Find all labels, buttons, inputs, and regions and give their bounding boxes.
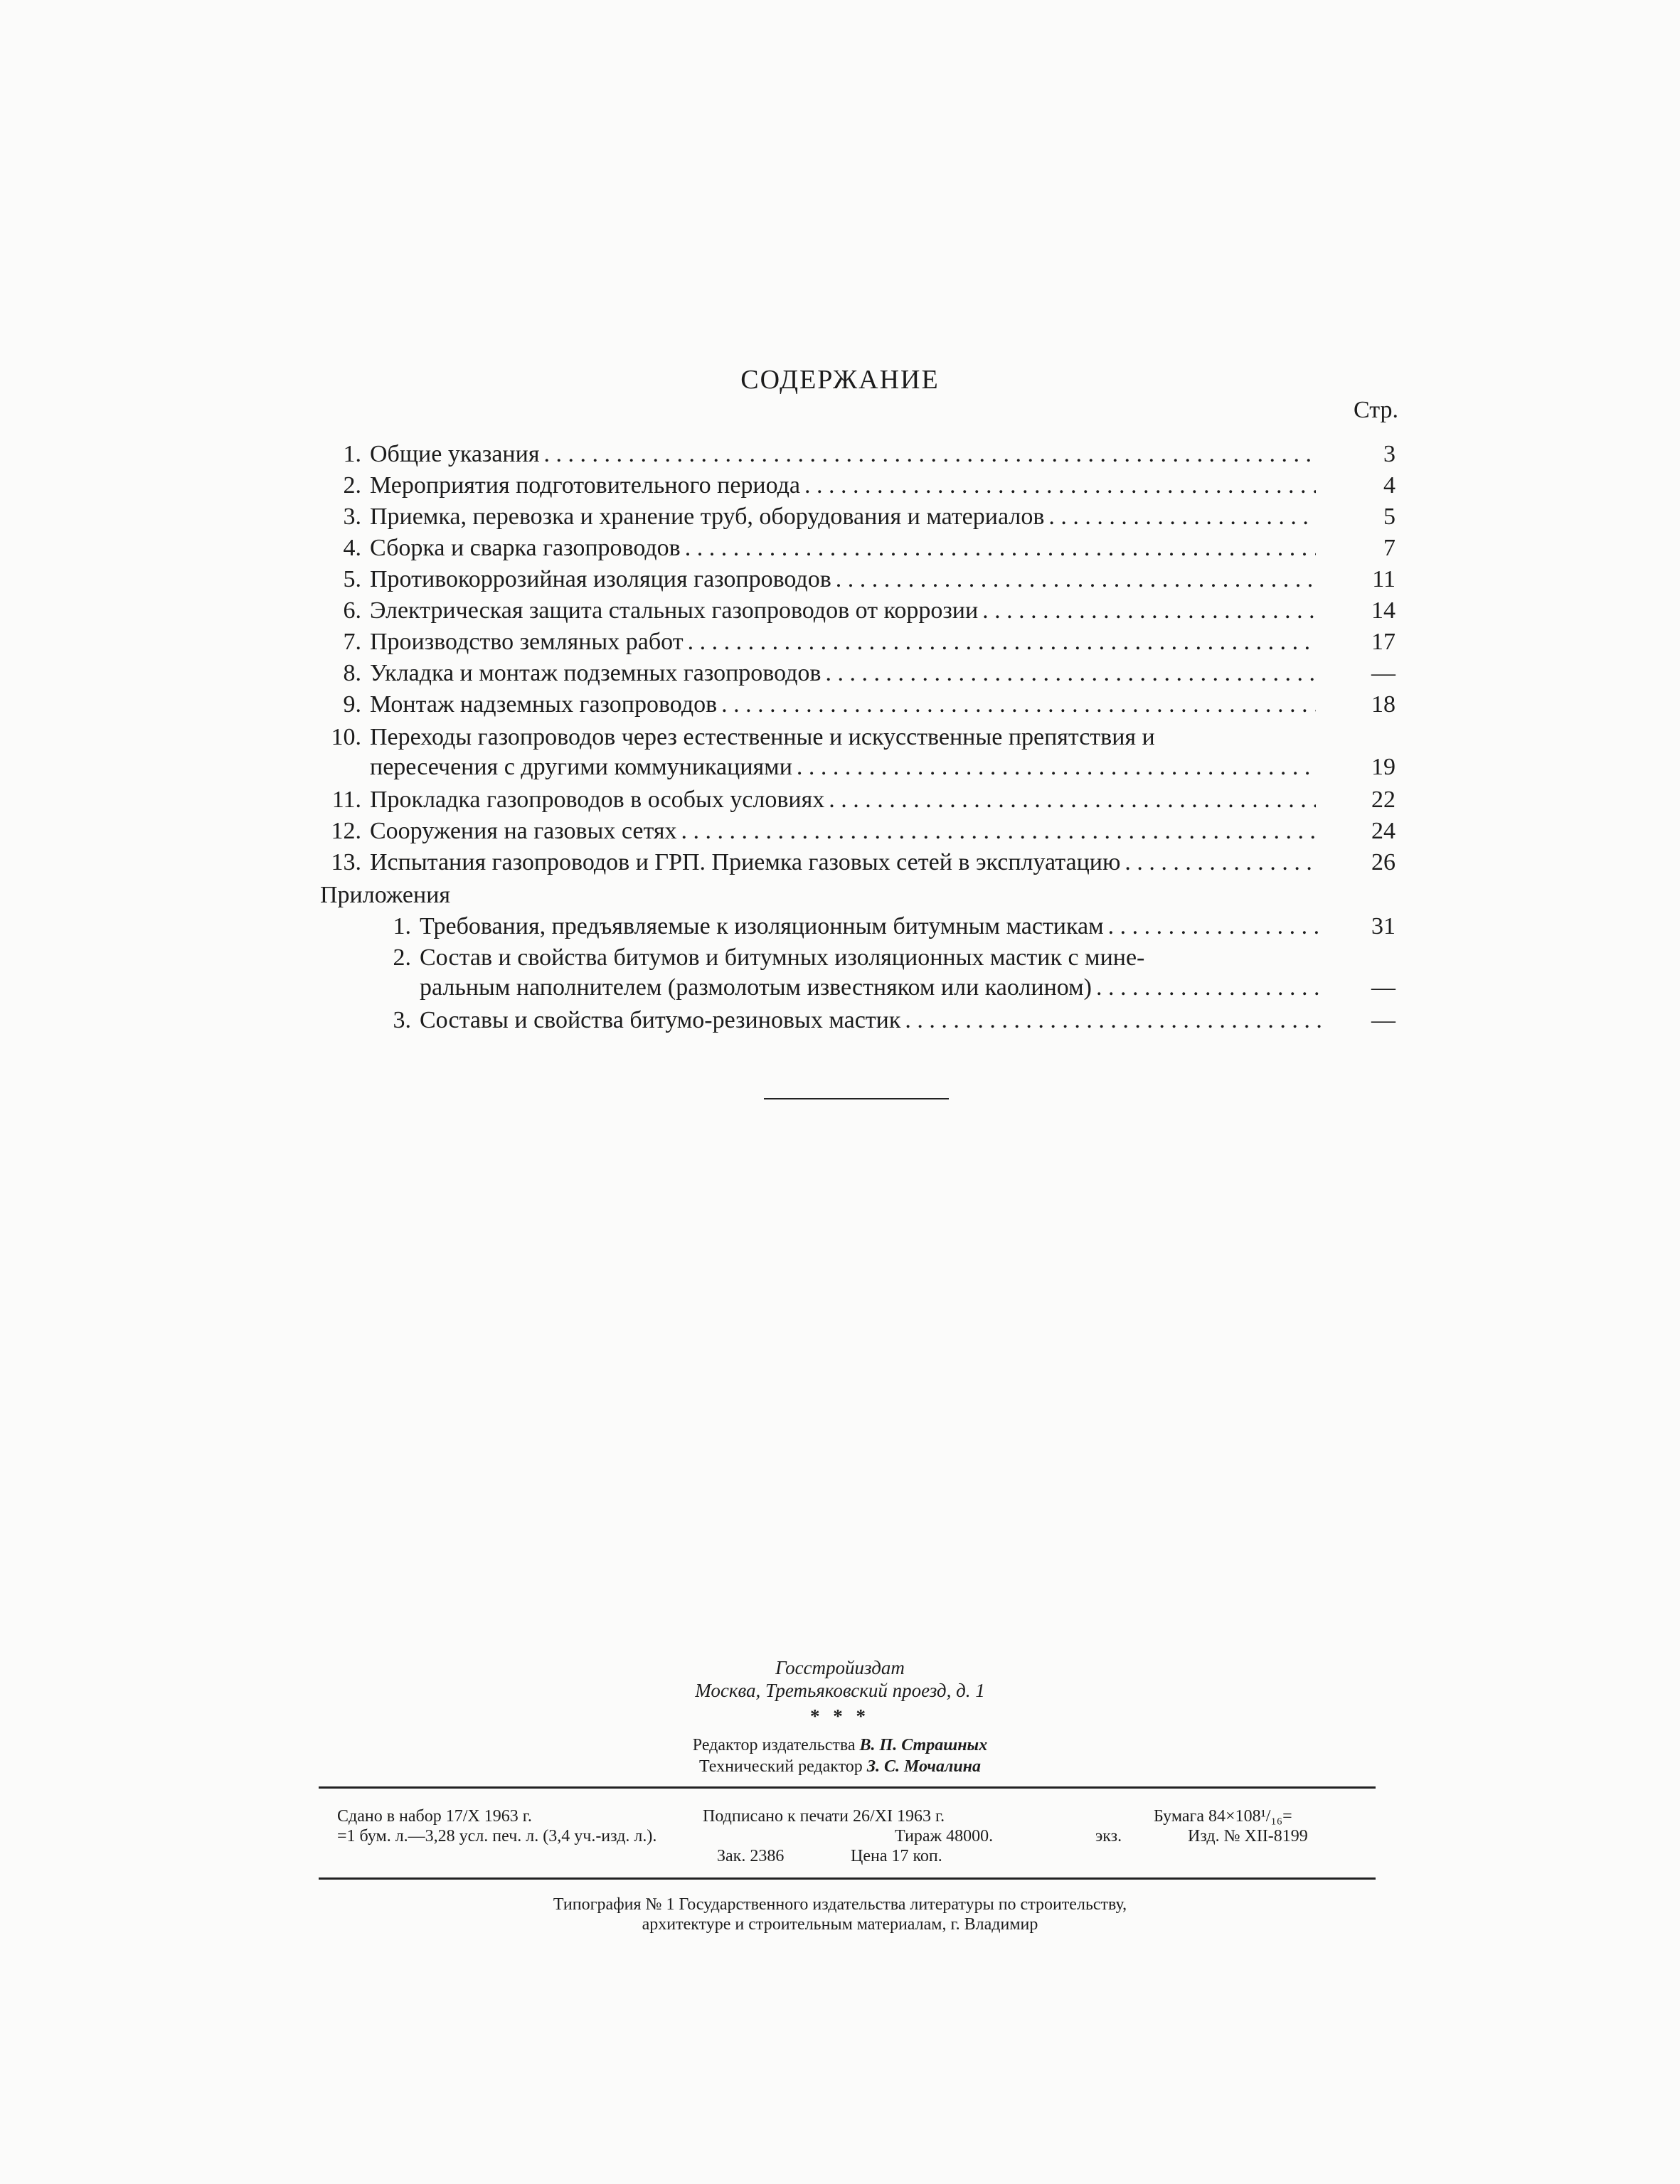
imprint-rule-top [319, 1786, 1376, 1789]
leader-dots [792, 752, 1316, 782]
toc-entry-title-line-2: пересечения с другими коммуникациями [370, 754, 792, 780]
toc-entry-number: 1. [343, 441, 361, 467]
leader-dots [684, 627, 1316, 657]
toc-entry-title: Производство земляных работ [370, 629, 684, 655]
toc-entry-title: Общие указания [370, 441, 540, 467]
tech-editor-credit [0, 1757, 1680, 1777]
imprint-rule-bottom [319, 1877, 1376, 1880]
appendix-page: — [1371, 974, 1395, 1001]
toc-entry-number: 8. [343, 660, 361, 686]
toc-entry-title: Сооружения на газовых сетях [370, 818, 677, 844]
toc-entry-number: 3. [343, 504, 361, 530]
toc-entry-page: 5 [1383, 504, 1395, 530]
appendix-page: 31 [1371, 913, 1395, 939]
toc-entry-title: Электрическая защита стальных газопроводов от коррозии [370, 597, 979, 624]
publication-number: Изд. № XII-8199 [1188, 1827, 1308, 1845]
toc-entry-title-line-1: Переходы газопроводов через естественные и искусственные препятствия и [370, 724, 1155, 750]
toc-entry-title: Приемка, перевозка и хранение труб, оборудования и материалов [370, 504, 1045, 530]
toc-entry-page: 26 [1371, 849, 1395, 875]
toc-entry-number: 6. [343, 597, 361, 624]
toc-entry-number: 10. [331, 724, 361, 750]
toc-entry-page: 11 [1372, 566, 1395, 592]
printer-line-1: Типография № 1 Государственного издательства литературы по строительству, [553, 1895, 1127, 1914]
sheet-volume: =1 бум. л.—3,28 усл. печ. л. (3,4 уч.-изд. л.). [337, 1827, 657, 1845]
toc-entry-number: 5. [343, 566, 361, 592]
toc-entry-page: 24 [1371, 818, 1395, 844]
toc-entry-page: 18 [1371, 691, 1395, 718]
leader-dots [900, 1006, 1323, 1035]
toc-entry-page: 4 [1383, 472, 1395, 499]
leader-dots [821, 659, 1316, 688]
leader-dots [831, 565, 1316, 595]
leader-dots [1104, 912, 1323, 942]
toc-entry-number: 4. [343, 535, 361, 561]
leader-dots [978, 596, 1316, 626]
toc-entry-page: 22 [1371, 787, 1395, 813]
appendices-heading: Приложения [320, 882, 451, 908]
toc-entry-title: Прокладка газопроводов в особых условиях [370, 787, 825, 813]
toc-entry-title: Испытания газопроводов и ГРП. Приемка газовых сетей в эксплуатацию [370, 849, 1121, 875]
set-date: Сдано в набор 17/X 1963 г. [337, 1807, 532, 1826]
toc-title: СОДЕРЖАНИЕ [740, 365, 940, 395]
toc-entry-page: 17 [1371, 629, 1395, 655]
leader-dots [539, 440, 1316, 469]
signed-date: Подписано к печати 26/XI 1963 г. [703, 1807, 945, 1826]
toc-entry-number: 2. [343, 472, 361, 499]
editor-name: В. П. Страшных [859, 1736, 988, 1754]
toc-entry-page: 19 [1371, 754, 1395, 780]
toc-entry-number: 9. [343, 691, 361, 718]
appendix-title: Требования, предъявляемые к изоляционным битумным мастикам [420, 913, 1104, 939]
toc-entry-title: Укладка и монтаж подземных газопроводов [370, 660, 822, 686]
toc-entry-page: 14 [1371, 597, 1395, 624]
appendix-title-line-2: ральным наполнителем (размолотым известняком или каолином) [420, 974, 1092, 1001]
ornament-stars: * * * [810, 1705, 870, 1727]
toc-entry-number: 7. [343, 629, 361, 655]
tech-editor-name: З. С. Мочалина [866, 1757, 981, 1776]
appendix-number: 2. [393, 944, 411, 971]
leader-dots [1092, 973, 1323, 1003]
appendix-number: 1. [393, 913, 411, 939]
publisher-name: Госстройиздат [775, 1657, 905, 1678]
leader-dots [824, 785, 1316, 815]
toc-entry-title: Монтаж надземных газопроводов [370, 691, 718, 718]
editor-credit [0, 1735, 1680, 1755]
toc-entry-page: 7 [1383, 535, 1395, 561]
paper-format: Бумага 84×108¹/₁₆= [1154, 1807, 1292, 1826]
leader-dots [800, 471, 1316, 501]
print-run: Тираж 48000. [895, 1827, 994, 1845]
appendix-page: — [1371, 1007, 1395, 1033]
leader-dots [717, 690, 1316, 720]
section-divider [764, 1098, 949, 1099]
leader-dots [1120, 848, 1316, 878]
printer-line-2: архитектуре и строительным материалам, г. Владимир [642, 1915, 1038, 1934]
page-column-label: Стр. [1353, 397, 1398, 423]
leader-dots [677, 816, 1316, 846]
appendix-title-line-1: Состав и свойства битумов и битумных изоляционных мастик с мине- [420, 944, 1145, 971]
toc-entry-number: 13. [331, 849, 361, 875]
publisher-address: Москва, Третьяковский проезд, д. 1 [695, 1680, 985, 1701]
toc-entry-title: Мероприятия подготовительного периода [370, 472, 801, 499]
toc-entry-page: 3 [1383, 441, 1395, 467]
editor-label: Редактор издательства [692, 1736, 856, 1754]
tech-editor-label: Технический редактор [699, 1757, 863, 1776]
toc-entry-number: 12. [331, 818, 361, 844]
appendix-number: 3. [393, 1007, 411, 1033]
toc-entry-title: Сборка и сварка газопроводов [370, 535, 681, 561]
leader-dots [681, 533, 1316, 563]
toc-entry-page: — [1371, 660, 1395, 686]
leader-dots [1044, 502, 1316, 532]
toc-entry-title: Противокоррозийная изоляция газопроводов [370, 566, 831, 592]
price: Цена 17 коп. [851, 1847, 942, 1865]
appendix-title: Составы и свойства битумо-резиновых мастик [420, 1007, 901, 1033]
toc-entry-number: 11. [331, 787, 361, 813]
order-number: Зак. 2386 [717, 1847, 785, 1865]
copies-label: экз. [1095, 1827, 1122, 1845]
